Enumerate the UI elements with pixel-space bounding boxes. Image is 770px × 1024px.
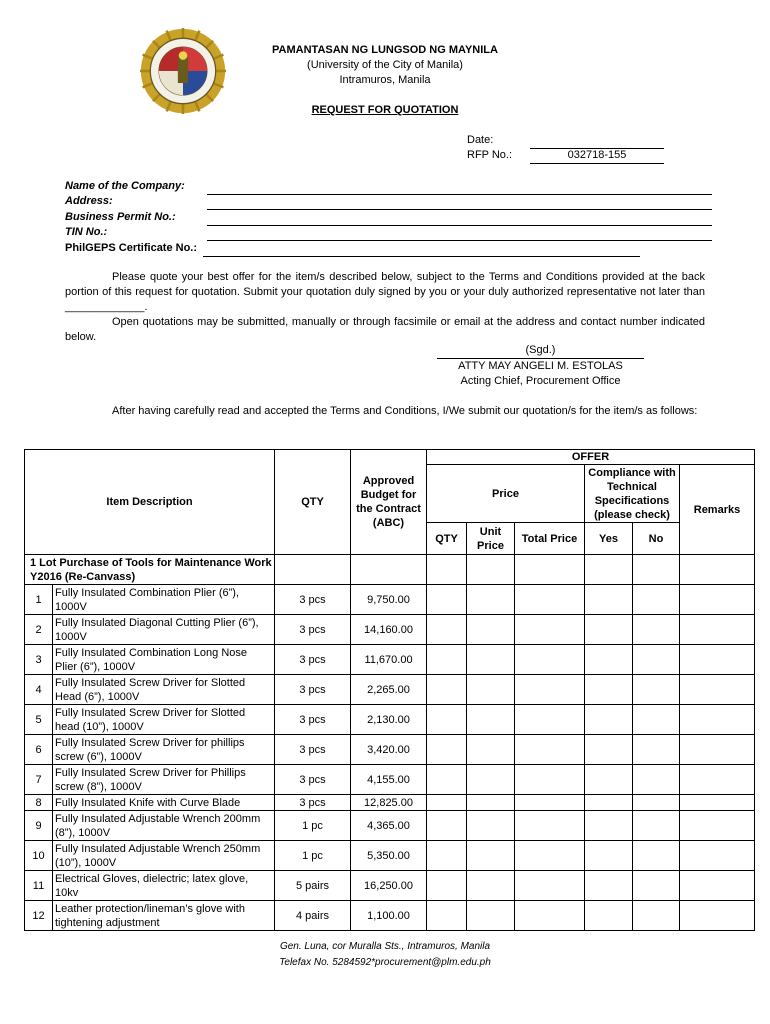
offer-qty-cell[interactable] (427, 795, 467, 811)
offer-qty-cell[interactable] (427, 811, 467, 841)
remarks-cell[interactable] (680, 675, 755, 705)
footer-address: Gen. Luna, cor Muralla Sts., Intramuros, Manila (279, 941, 491, 952)
tin-label: TIN No.: (65, 226, 108, 238)
unit-price-cell[interactable] (467, 675, 515, 705)
total-price-cell[interactable] (515, 811, 585, 841)
acceptance-paragraph (65, 404, 705, 419)
item-rows (25, 585, 755, 931)
remarks-cell[interactable] (680, 811, 755, 841)
no-check-cell[interactable] (633, 795, 680, 811)
offer-qty-cell[interactable] (427, 871, 467, 901)
remarks-cell[interactable] (680, 871, 755, 901)
unit-price-cell[interactable] (467, 645, 515, 675)
unit-price-cell[interactable] (467, 901, 515, 931)
header-qty: QTY (275, 450, 351, 555)
item-number: 7 (25, 765, 53, 795)
item-qty: 1 pc (275, 841, 351, 871)
remarks-cell[interactable] (680, 735, 755, 765)
signatory-position: Acting Chief, Procurement Office (460, 375, 621, 387)
no-check-cell[interactable] (633, 871, 680, 901)
yes-check-cell[interactable] (585, 811, 633, 841)
remarks-cell[interactable] (680, 705, 755, 735)
item-abc: 11,670.00 (351, 645, 427, 675)
item-qty: 3 pcs (275, 765, 351, 795)
tin-field[interactable] (207, 226, 712, 241)
instructions-paragraph (65, 270, 705, 345)
date-field[interactable] (530, 134, 664, 149)
total-price-cell[interactable] (515, 615, 585, 645)
item-abc: 16,250.00 (351, 871, 427, 901)
total-price-cell[interactable] (515, 645, 585, 675)
item-qty: 3 pcs (275, 735, 351, 765)
remarks-cell[interactable] (680, 645, 755, 675)
item-qty: 3 pcs (275, 585, 351, 615)
university-english-name: (University of the City of Manila) (307, 59, 463, 71)
yes-check-cell[interactable] (585, 585, 633, 615)
yes-check-cell[interactable] (585, 841, 633, 871)
remarks-cell[interactable] (680, 765, 755, 795)
item-number: 3 (25, 645, 53, 675)
item-description: Fully Insulated Screw Driver for Phillips screw (8”), 1000V (53, 765, 275, 795)
unit-price-cell[interactable] (467, 811, 515, 841)
total-price-cell[interactable] (515, 675, 585, 705)
unit-price-cell[interactable] (467, 795, 515, 811)
remarks-cell[interactable] (680, 901, 755, 931)
table-row (25, 811, 755, 841)
table-row (25, 765, 755, 795)
unit-price-cell[interactable] (467, 615, 515, 645)
header-no: No (633, 523, 680, 555)
item-description: Electrical Gloves, dielectric; latex glove, 10kv (53, 871, 275, 901)
item-description: Fully Insulated Screw Driver for phillips screw (6”), 1000V (53, 735, 275, 765)
yes-check-cell[interactable] (585, 645, 633, 675)
document-title: REQUEST FOR QUOTATION (311, 104, 459, 116)
header-item-description: Item Description (25, 450, 275, 555)
offer-qty-cell[interactable] (427, 841, 467, 871)
header-offer-qty: QTY (427, 523, 467, 555)
offer-qty-cell[interactable] (427, 735, 467, 765)
item-number: 10 (25, 841, 53, 871)
company-name-field[interactable] (207, 180, 712, 195)
total-price-cell[interactable] (515, 841, 585, 871)
header-price: Price (427, 465, 585, 523)
header-total-price: Total Price (515, 523, 585, 555)
table-row (25, 615, 755, 645)
item-number: 1 (25, 585, 53, 615)
submission-text: Open quotations may be submitted, manually or through facsimile or email at the address and contact number indicated below. (65, 316, 705, 343)
philgeps-field[interactable] (203, 242, 640, 257)
philgeps-label: PhilGEPS Certificate No.: (65, 242, 198, 254)
item-abc: 14,160.00 (351, 615, 427, 645)
table-row (25, 705, 755, 735)
item-number: 6 (25, 735, 53, 765)
table-row (25, 901, 755, 931)
no-check-cell[interactable] (633, 645, 680, 675)
acceptance-text: After having carefully read and accepted the Terms and Conditions, I/We submit our quotation/s for the item/s as follows: (112, 405, 698, 417)
total-price-cell[interactable] (515, 705, 585, 735)
total-price-cell[interactable] (515, 735, 585, 765)
header-yes: Yes (585, 523, 633, 555)
offer-qty-cell[interactable] (427, 901, 467, 931)
item-qty: 3 pcs (275, 675, 351, 705)
table-row (25, 645, 755, 675)
signature-line: (Sgd.) (437, 344, 644, 359)
quotation-table (24, 449, 755, 931)
address-label: Address: (65, 195, 113, 207)
item-abc: 1,100.00 (351, 901, 427, 931)
header-abc: Approved Budget for the Contract (ABC) (351, 450, 427, 555)
item-description: Fully Insulated Adjustable Wrench 250mm (10”), 1000V (53, 841, 275, 871)
yes-check-cell[interactable] (585, 615, 633, 645)
table-row (25, 871, 755, 901)
no-check-cell[interactable] (633, 765, 680, 795)
no-check-cell[interactable] (633, 675, 680, 705)
company-name-label: Name of the Company: (65, 180, 185, 192)
table-row (25, 795, 755, 811)
item-description: Fully Insulated Combination Plier (6”), 1000V (53, 585, 275, 615)
remarks-cell[interactable] (680, 841, 755, 871)
university-location: Intramuros, Manila (339, 74, 431, 86)
item-qty: 1 pc (275, 811, 351, 841)
yes-check-cell[interactable] (585, 901, 633, 931)
rfp-label: RFP No.: (467, 149, 513, 161)
item-abc: 3,420.00 (351, 735, 427, 765)
item-qty: 4 pairs (275, 901, 351, 931)
no-check-cell[interactable] (633, 901, 680, 931)
header-remarks: Remarks (680, 465, 755, 555)
item-description: Fully Insulated Screw Driver for Slotted Head (6”), 1000V (53, 675, 275, 705)
item-qty: 5 pairs (275, 871, 351, 901)
item-abc: 9,750.00 (351, 585, 427, 615)
rfp-number: 032718-155 (530, 149, 664, 164)
table-row (25, 735, 755, 765)
total-price-cell[interactable] (515, 585, 585, 615)
lot-title: 1 Lot Purchase of Tools for Maintenance Work Y2016 (Re-Canvass) (25, 555, 275, 585)
item-description: Fully Insulated Diagonal Cutting Plier (6”), 1000V (53, 615, 275, 645)
unit-price-cell[interactable] (467, 871, 515, 901)
total-price-cell[interactable] (515, 871, 585, 901)
item-abc: 5,350.00 (351, 841, 427, 871)
yes-check-cell[interactable] (585, 705, 633, 735)
total-price-cell[interactable] (515, 765, 585, 795)
instructions-text: Please quote your best offer for the item/s described below, subject to the Terms and Conditions provided at the back portion of this request for quotation. Submit your quotation duly signed by you or your duly authorized representative not later than _____________. (65, 271, 705, 313)
item-description: Fully Insulated Knife with Curve Blade (53, 795, 275, 811)
table-row (25, 585, 755, 615)
offer-qty-cell[interactable] (427, 765, 467, 795)
university-seal (140, 28, 226, 114)
item-qty: 3 pcs (275, 795, 351, 811)
item-description: Fully Insulated Adjustable Wrench 200mm (8”), 1000V (53, 811, 275, 841)
item-qty: 3 pcs (275, 615, 351, 645)
header-offer: OFFER (427, 450, 755, 465)
offer-qty-cell[interactable] (427, 705, 467, 735)
item-number: 8 (25, 795, 53, 811)
unit-price-cell[interactable] (467, 705, 515, 735)
no-check-cell[interactable] (633, 585, 680, 615)
item-abc: 4,365.00 (351, 811, 427, 841)
item-number: 5 (25, 705, 53, 735)
no-check-cell[interactable] (633, 841, 680, 871)
remarks-cell[interactable] (680, 585, 755, 615)
offer-qty-cell[interactable] (427, 645, 467, 675)
item-number: 2 (25, 615, 53, 645)
offer-qty-cell[interactable] (427, 585, 467, 615)
total-price-cell[interactable] (515, 901, 585, 931)
yes-check-cell[interactable] (585, 765, 633, 795)
item-qty: 3 pcs (275, 645, 351, 675)
no-check-cell[interactable] (633, 615, 680, 645)
item-number: 9 (25, 811, 53, 841)
university-name: PAMANTASAN NG LUNGSOD NG MAYNILA (272, 44, 498, 56)
remarks-cell[interactable] (680, 795, 755, 811)
unit-price-cell[interactable] (467, 585, 515, 615)
table-row (25, 841, 755, 871)
unit-price-cell[interactable] (467, 765, 515, 795)
business-permit-field[interactable] (207, 211, 712, 226)
item-abc: 4,155.00 (351, 765, 427, 795)
total-price-cell[interactable] (515, 795, 585, 811)
no-check-cell[interactable] (633, 811, 680, 841)
item-number: 4 (25, 675, 53, 705)
unit-price-cell[interactable] (467, 735, 515, 765)
item-abc: 2,265.00 (351, 675, 427, 705)
item-number: 11 (25, 871, 53, 901)
yes-check-cell[interactable] (585, 675, 633, 705)
footer-contact: Telefax No. 5284592*procurement@plm.edu.ph (279, 957, 491, 968)
no-check-cell[interactable] (633, 735, 680, 765)
yes-check-cell[interactable] (585, 735, 633, 765)
signatory-name: ATTY MAY ANGELI M. ESTOLAS (458, 360, 623, 372)
header-compliance: Compliance with Technical Specifications (please check) (585, 465, 680, 523)
item-abc: 12,825.00 (351, 795, 427, 811)
item-abc: 2,130.00 (351, 705, 427, 735)
item-description: Fully Insulated Combination Long Nose Plier (6”), 1000V (53, 645, 275, 675)
item-qty: 3 pcs (275, 705, 351, 735)
date-label: Date: (467, 134, 494, 146)
unit-price-cell[interactable] (467, 841, 515, 871)
address-field[interactable] (207, 195, 712, 210)
item-description: Fully Insulated Screw Driver for Slotted head (10”), 1000V (53, 705, 275, 735)
offer-qty-cell[interactable] (427, 615, 467, 645)
item-description: Leather protection/lineman’s glove with tightening adjustment (53, 901, 275, 931)
yes-check-cell[interactable] (585, 795, 633, 811)
yes-check-cell[interactable] (585, 871, 633, 901)
item-number: 12 (25, 901, 53, 931)
table-row (25, 675, 755, 705)
offer-qty-cell[interactable] (427, 675, 467, 705)
business-permit-label: Business Permit No.: (65, 211, 176, 223)
no-check-cell[interactable] (633, 705, 680, 735)
header-unit-price: Unit Price (467, 523, 515, 555)
remarks-cell[interactable] (680, 615, 755, 645)
